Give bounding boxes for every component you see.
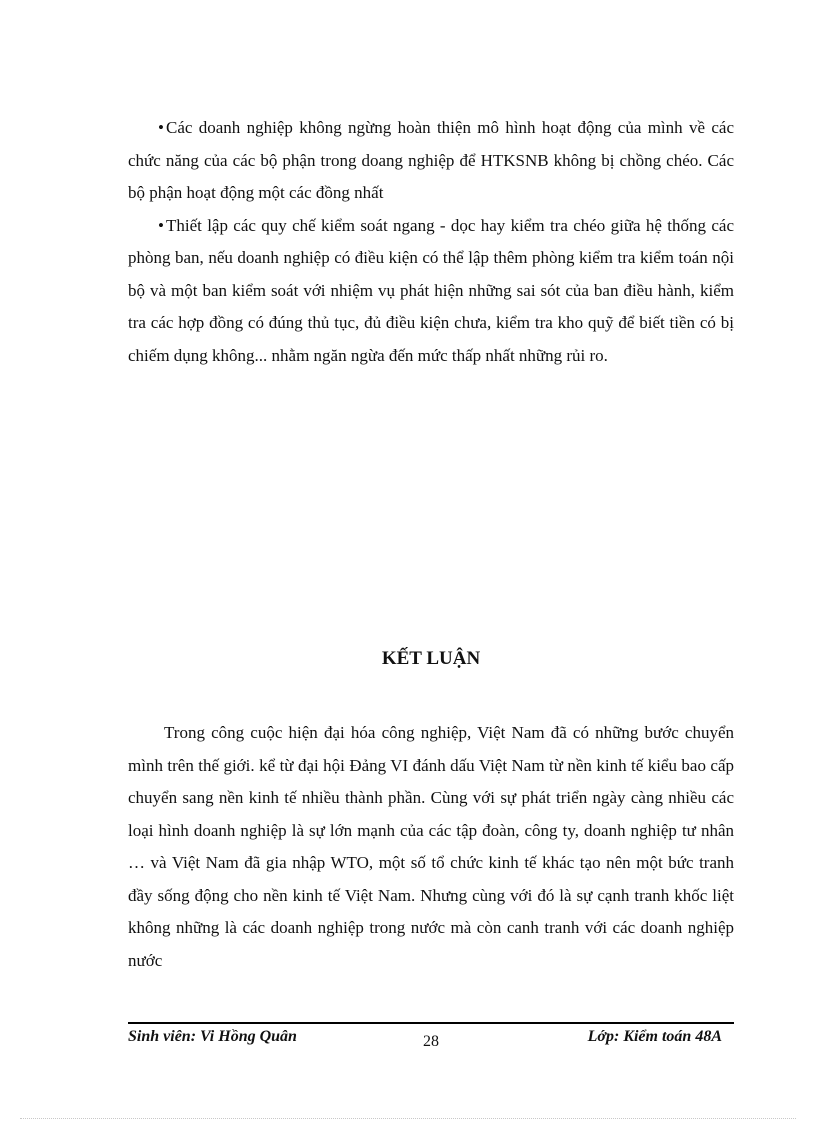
bullet-text: Thiết lập các quy chế kiểm soát ngang - dọc hay kiểm tra chéo giữa hệ thống các phòng ban, nếu doanh nghiệp có điều kiện có thể lập thêm phòng kiểm tra kiểm toán nội bộ và một ban kiểm soát với nhiệm vụ phát hiện những sai sót của ban điều hành, kiểm tra các hợp đồng có đúng thủ tục, đủ điều kiện chưa, kiểm tra kho quỹ để biết tiền có bị chiếm dụng không... nhằm ngăn ngừa đến mức thấp nhất những rủi ro. xyxy=(128,215,734,365)
footer-divider xyxy=(128,1022,734,1024)
conclusion-paragraph: Trong công cuộc hiện đại hóa công nghiệp, Việt Nam đã có những bước chuyển mình trên thế giới. kể từ đại hội Đảng VI đánh dấu Việt Nam từ nền kinh tế kiểu bao cấp chuyển sang nền kinh tế nhiều thành phần. Cùng với sự phát triển ngày càng nhiều các loại hình doanh nghiệp là sự lớn mạnh của các tập đoàn, công ty, doanh nghiệp tư nhân … và Việt Nam đã gia nhập WTO, một số tổ chức kinh tế khác tạo nên một bức tranh đầy sống động cho nền kinh tế Việt Nam. Nhưng cùng với đó là sự cạnh tranh khốc liệt không những là các doanh nghiệp trong nước mà còn canh tranh với các doanh nghiệp nước xyxy=(128,723,734,970)
page-footer xyxy=(128,1028,734,1056)
conclusion-section xyxy=(128,717,734,977)
section-heading: KẾT LUẬN xyxy=(381,648,481,669)
footer-class-name: Lớp: Kiểm toán 48A xyxy=(587,1028,722,1045)
bullet-list xyxy=(128,112,734,372)
page-edge-divider xyxy=(20,1118,796,1119)
bullet-marker: • xyxy=(158,118,164,137)
bullet-item xyxy=(128,210,734,373)
bullet-marker: • xyxy=(158,215,164,235)
footer-student-name: Sinh viên: Vi Hồng Quân xyxy=(128,1028,297,1045)
bullet-item xyxy=(128,112,734,210)
page-number: 28 xyxy=(423,1033,439,1050)
bullet-text: Các doanh nghiệp không ngừng hoàn thiện mô hình hoạt động của mình về các chức năng của các bộ phận trong doang nghiệp để HTKSNB không bị chồng chéo. Các bộ phận hoạt động một các đồng nhất xyxy=(128,118,734,202)
